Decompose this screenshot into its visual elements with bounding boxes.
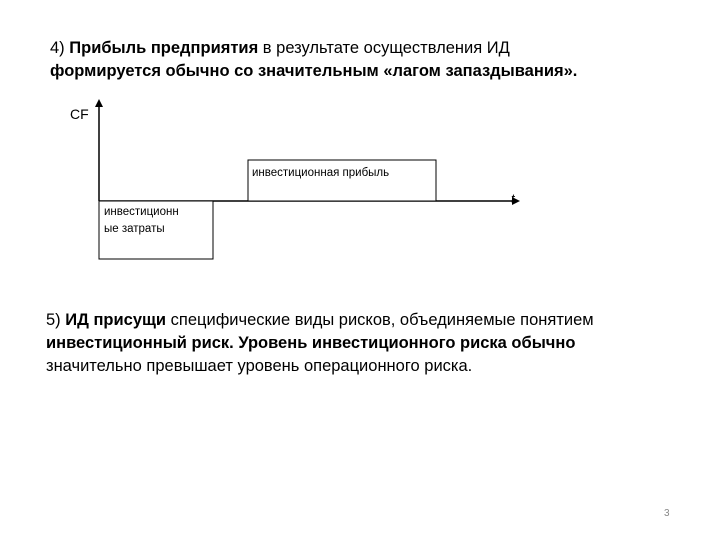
point-4-number: 4) [50,39,65,57]
x-axis-label: t [511,191,515,206]
point-5-line2: инвестиционный риск. Уровень инвестиционного риска обычно [46,334,576,352]
point-4-line2: формируется обычно со значительным «лагом запаздывания». [50,62,578,80]
point-5-rest-line1: специфические виды рисков, объединяемые понятием [170,311,594,329]
point-5-number: 5) [46,311,61,329]
y-axis-label: CF [70,106,89,122]
point-4-rest-line1: в результате осуществления ИД [262,39,510,57]
point-4-bold-lead: Прибыль предприятия [69,39,259,57]
investment-profit-label: инвестиционная прибыль [252,167,390,179]
point-5-line3: значительно превышает уровень операционного риска. [46,357,473,375]
investment-costs-label-line1: инвестиционн [104,206,179,218]
point-5-text [46,309,696,378]
point-5-bold-lead: ИД присущи [65,311,167,329]
slide-number: 3 [664,508,670,519]
investment-costs-label-line2: ые затраты [104,223,165,235]
